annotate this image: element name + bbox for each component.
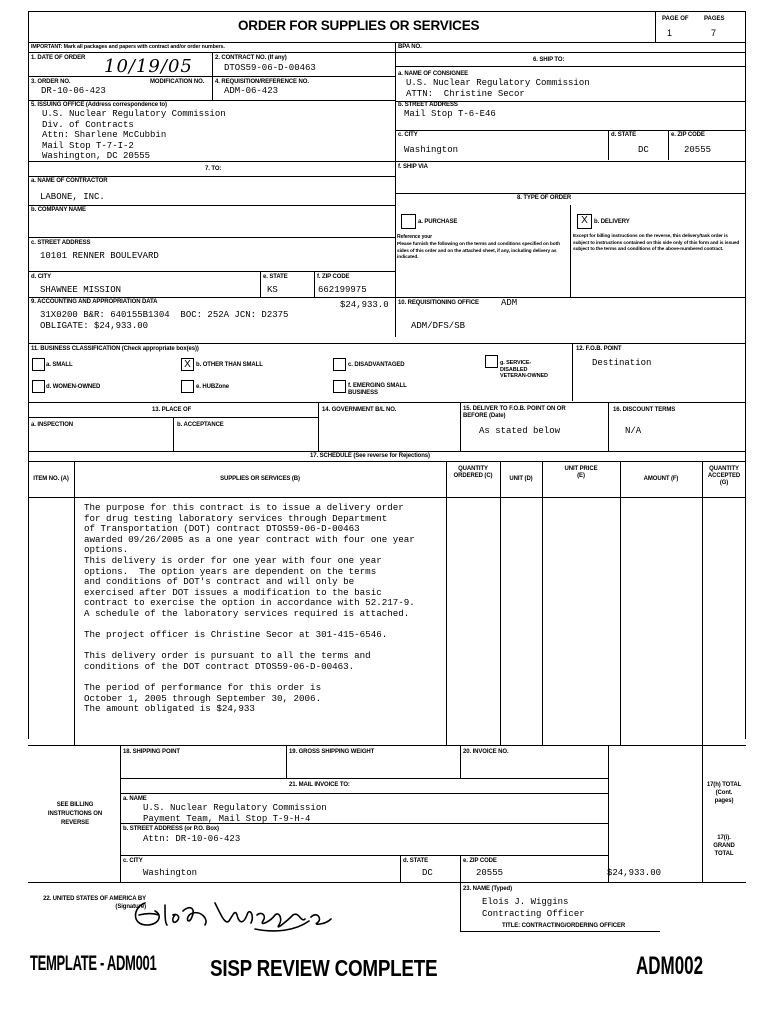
disadvantaged-checkbox[interactable] <box>333 358 346 371</box>
mail-invoice-label: 21. MAIL INVOICE TO: <box>289 782 350 788</box>
col-unit-header: UNIT (D) <box>509 476 533 482</box>
date-value: 10/19/05 <box>104 56 193 77</box>
page-number: 1 <box>667 28 673 38</box>
delivery-label: b. DELIVERY <box>594 219 630 225</box>
bpa-label: BPA NO. <box>398 44 422 50</box>
hubzone-label: e. HUBZone <box>196 384 230 390</box>
united-states-label: 22. UNITED STATES OF AMERICA BY (Signature) <box>43 896 146 910</box>
adm-code-stamp: ADM002 <box>636 952 704 980</box>
col-supplies-header: SUPPLIES OR SERVICES (B) <box>220 476 300 482</box>
gross-weight-label: 19. GROSS SHIPPING WEIGHT <box>289 749 375 755</box>
purchase-text: Please furnish the following on the terms and conditions specified on both sides of this order and on the attached sheet, if any, including delivery as indicated. <box>397 242 560 261</box>
contractor-state-value: KS <box>267 285 278 295</box>
service-disabled-checkbox[interactable] <box>485 355 498 368</box>
place-of-label: 13. PLACE OF <box>152 407 192 413</box>
contractor-city-value: SHAWNEE MISSION <box>40 285 122 295</box>
gbl-label: 14. GOVERNMENT B/L NO. <box>322 407 397 413</box>
fob-value: Destination <box>592 358 652 368</box>
ship-city-value: Washington <box>404 145 459 155</box>
schedule-label: 17. SCHEDULE (See reverse for Rejections) <box>310 453 430 459</box>
page-of-label: PAGE OF <box>662 16 689 22</box>
issuing-office-value: U.S. Nuclear Regulatory Commission Div. of Contracts Attn: Sharlene McCubbin Mail Stop T-7-I-2 Washington, DC 20555 <box>42 109 226 161</box>
order-no-value: DR-10-06-423 <box>41 86 106 96</box>
issuing-office-label: 5. ISSUING OFFICE (Address correspondence to) <box>31 102 167 108</box>
emerging-small-checkbox[interactable] <box>333 380 346 393</box>
invoice-state-value: DC <box>422 868 433 878</box>
col-accepted-header: QUANTITY ACCEPTED (G) <box>707 466 741 486</box>
col-amount-header: AMOUNT (F) <box>643 476 679 482</box>
ship-state-label: d. STATE <box>611 132 636 138</box>
template-stamp: TEMPLATE - ADM001 <box>30 952 157 975</box>
to-label: 7. TO: <box>205 166 222 172</box>
contractor-name-value: LABONE, INC. <box>40 192 105 202</box>
fob-label: 12. F.O.B. POINT <box>576 346 622 352</box>
pages-label: PAGES <box>704 16 725 22</box>
contractor-city-label: d. CITY <box>31 274 51 280</box>
form-title: ORDER FOR SUPPLIES OR SERVICES <box>238 18 480 33</box>
typed-name-label: 23. NAME (Typed) <box>463 886 512 892</box>
invoice-street-label: b. STREET ADDRESS (or P.O. Box) <box>123 826 219 832</box>
women-owned-label: d. WOMEN-OWNED <box>46 384 101 390</box>
invoice-zip-label: e. ZIP CODE <box>463 858 497 864</box>
discount-value: N/A <box>625 426 642 436</box>
invoice-no-label: 20. INVOICE NO. <box>463 749 509 755</box>
consignee-label: a. NAME OF CONSIGNEE <box>398 71 469 77</box>
discount-label: 16. DISCOUNT TERMS <box>613 407 676 413</box>
requisition-label: 4. REQUISITION/REFERENCE NO. <box>215 79 309 85</box>
small-checkbox[interactable] <box>32 358 45 371</box>
contractor-zip-value: 662199975 <box>318 285 367 295</box>
see-billing-instructions: SEE BILLING INSTRUCTIONS ON REVERSE <box>47 802 103 826</box>
deliver-by-value: As stated below <box>479 426 561 436</box>
grand-total-value: $24,933.00 <box>607 868 662 878</box>
small-label: a. SMALL <box>46 362 73 368</box>
contract-label: 2. CONTRACT NO. (If any) <box>215 55 287 61</box>
purchase-label: a. PURCHASE <box>418 219 458 225</box>
accounting-amount: $24,933.0 <box>340 300 389 310</box>
accounting-label: 9. ACCOUNTING AND APPROPRIATION DATA <box>31 299 158 305</box>
contractor-name-label: a. NAME OF CONTRACTOR <box>31 178 108 184</box>
contractor-street-label: c. STREET ADDRESS <box>31 240 91 246</box>
invoice-state-label: d. STATE <box>403 858 428 864</box>
ship-via-label: f. SHIP VIA <box>398 164 428 170</box>
invoice-zip-value: 20555 <box>476 868 504 878</box>
ship-state-value: DC <box>638 145 649 155</box>
ship-zip-label: e. ZIP CODE <box>671 132 705 138</box>
title-label: TITLE: CONTRACTING/ORDERING OFFICER <box>502 923 626 929</box>
date-label: 1. DATE OF ORDER <box>31 55 86 61</box>
review-complete-stamp: SISP REVIEW COMPLETE <box>210 955 438 981</box>
modification-label: MODIFICATION NO. <box>150 79 205 85</box>
ship-city-label: c. CITY <box>398 132 418 138</box>
inspection-label: a. INSPECTION <box>31 422 74 428</box>
req-office-value: ADM/DFS/SB <box>411 321 466 331</box>
contractor-street-value: 10101 RENNER BOULEVARD <box>40 251 159 261</box>
invoice-city-label: c. CITY <box>123 858 143 864</box>
disadvantaged-label: c. DISADVANTAGED <box>348 362 405 368</box>
women-owned-checkbox[interactable] <box>32 380 45 393</box>
signature-image <box>125 885 355 935</box>
req-office-label: 10. REQUISITIONING OFFICE <box>398 300 479 306</box>
contract-value: DTOS59-06-D-00463 <box>224 63 316 73</box>
col-item-header: ITEM NO. (A) <box>33 476 69 482</box>
col-price-header: UNIT PRICE (E) <box>564 466 598 479</box>
emerging-small-label: f. EMERGING SMALL BUSINESS <box>348 383 407 396</box>
req-office-short: ADM <box>501 298 518 308</box>
shipping-point-label: 18. SHIPPING POINT <box>123 749 180 755</box>
ship-zip-value: 20555 <box>684 145 712 155</box>
invoice-name-label: a. NAME <box>123 796 147 802</box>
order-no-label: 3. ORDER NO. <box>31 79 71 85</box>
other-than-small-label: b. OTHER THAN SMALL <box>196 362 263 368</box>
schedule-description: The purpose for this contract is to issue a delivery order for drug testing laboratory services through Department of Transportation (DOT) contract DTOS59-06-D-00463 awarded 09/26/2005 as a one year contract with four one year options. This delivery is order for one year with four one year options. The option years are dependent on the terms and conditions of DOT's contract and will only be exercised after DOT issues a modification to the basic contract to exercise the option in accordance with 52.217-9. A schedule of the laboratory services required is attached. The project officer is Christine Secor at 301-415-6546. This delivery order is pursuant to all the terms and conditions of the DOT contract DTOS59-06-D-00463. The period of performance for this order is October 1, 2005 through September 30, 2006. The amount obligated is $24,933 <box>84 502 415 715</box>
hubzone-checkbox[interactable] <box>181 380 194 393</box>
business-label: 11. BUSINESS CLASSIFICATION (Check appropriate box(es)) <box>31 346 199 352</box>
contractor-state-label: e. STATE <box>263 274 288 280</box>
col-qty-header: QUANTITY ORDERED (C) <box>453 466 493 479</box>
grand-total-label: 17(i). GRAND TOTAL <box>713 835 735 857</box>
acceptance-label: b. ACCEPTANCE <box>177 422 224 428</box>
order-type-label: 8. TYPE OF ORDER <box>517 195 572 201</box>
delivery-checkbox[interactable]: X <box>577 214 592 229</box>
consignee-value: U.S. Nuclear Regulatory Commission ATTN: Christine Secor <box>406 78 590 99</box>
contractor-zip-label: f. ZIP CODE <box>317 274 350 280</box>
pages-number: 7 <box>711 28 717 38</box>
ship-to-label: 6. SHIP TO: <box>533 57 565 63</box>
purchase-checkbox[interactable] <box>401 214 416 229</box>
service-disabled-label: g. SERVICE-DISABLED VETERAN-OWNED <box>500 360 548 379</box>
deliver-by-label: 15. DELIVER TO F.O.B. POINT ON OR BEFORE (Date) <box>463 406 566 419</box>
important-note: IMPORTANT: Mark all packages and papers with contract and/or order numbers. <box>31 44 225 50</box>
ship-street-label: b. STREET ADDRESS <box>398 102 458 108</box>
company-name-label: b. COMPANY NAME <box>31 207 86 213</box>
typed-name-value: Elois J. Wiggins <box>482 897 569 907</box>
reference-label: Reference your <box>397 234 433 240</box>
title-value: Contracting Officer <box>482 909 585 919</box>
delivery-text: Except for billing instructions on the reverse, this delivery/task order is subject to instructions contained on this side only of this form and is issued subject to the terms and conditions of the above-numbered contract. <box>573 234 740 253</box>
invoice-name-value: U.S. Nuclear Regulatory Commission Payment Team, Mail Stop T-9-H-4 <box>143 803 327 824</box>
total-cont-pages-label: 17(h) TOTAL (Cont. pages) <box>706 782 742 804</box>
accounting-lines: 31X0200 B&R: 640155B1304 BOC: 252A JCN: D2375 OBLIGATE: $24,933.00 <box>40 310 289 331</box>
ship-street-value: Mail Stop T-6-E46 <box>404 109 496 119</box>
requisition-value: ADM-06-423 <box>224 86 279 96</box>
invoice-city-value: Washington <box>143 868 198 878</box>
invoice-street-value: Attn: DR-10-06-423 <box>143 834 241 844</box>
other-than-small-checkbox[interactable]: X <box>181 358 194 371</box>
